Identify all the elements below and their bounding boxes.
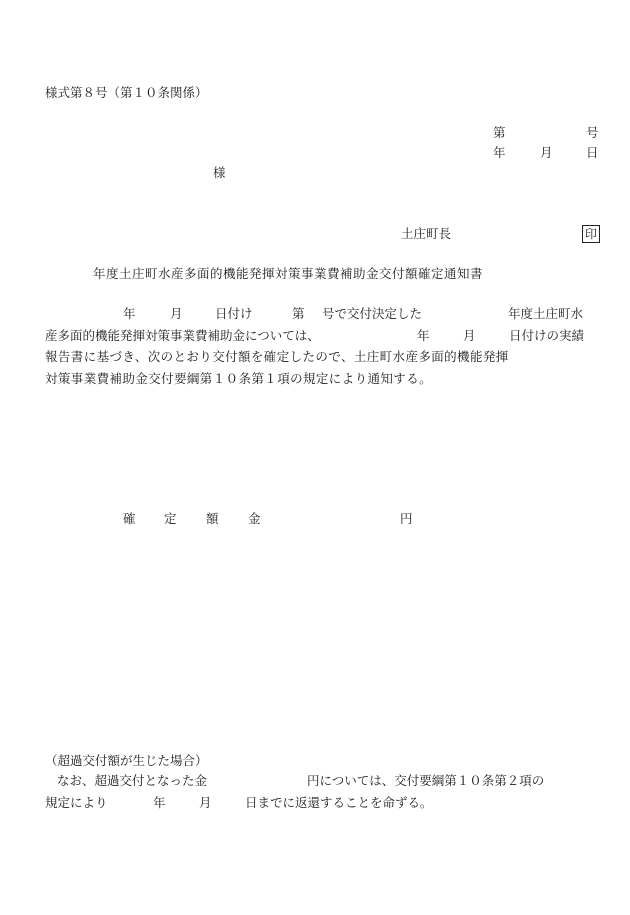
excess-l2-month: 月 [199, 795, 212, 810]
body-l2-year: 年 [417, 328, 430, 343]
body-l1-dai: 第 [292, 306, 305, 321]
seal-mark: 印 [582, 225, 600, 243]
excess-heading: （超過交付額が生じた場合） [45, 753, 208, 768]
body-line-4: 対策事業費補助金交付要綱第１０条第１項の規定により通知する。 [45, 371, 433, 386]
date-year: 年 [493, 145, 506, 160]
sender-title: 土庄町長 [401, 226, 452, 241]
amount-char-1: 確 [123, 511, 136, 526]
amount-yen: 円 [400, 511, 413, 526]
body-l1-go: 号で交付決定した [322, 306, 423, 321]
doc-number-dai: 第 [493, 125, 506, 140]
excess-l1-head: なお、超過交付となった金 [57, 773, 208, 788]
body-l1-tail: 年度土庄町水 [508, 306, 584, 321]
body-l2-tail: 日付けの実績 [509, 328, 585, 343]
excess-l2-tail: 日までに返還することを命ずる。 [245, 795, 433, 810]
doc-number-go: 号 [586, 125, 599, 140]
amount-char-4: 金 [248, 511, 261, 526]
date-month: 月 [540, 145, 553, 160]
body-l2-month: 月 [463, 328, 476, 343]
document-title: 年度土庄町水産多面的機能発揮対策事業費補助金交付額確定通知書 [93, 266, 484, 281]
body-l1-dated: 日付け [215, 306, 253, 321]
addressee-sama: 様 [213, 165, 226, 180]
form-number: 様式第８号（第１０条関係） [45, 85, 208, 100]
date-day: 日 [586, 145, 599, 160]
body-line-3: 報告書に基づき、次のとおり交付額を確定したので、土庄町水産多面的機能発揮 [45, 349, 509, 364]
amount-char-2: 定 [164, 511, 177, 526]
amount-char-3: 額 [206, 511, 219, 526]
body-l2-head: 産多面的機能発揮対策事業費補助金については、 [45, 328, 320, 343]
excess-l2-head: 規定により [45, 795, 108, 810]
excess-l1-tail: 円については、交付要綱第１０条第２項の [307, 773, 545, 788]
body-l1-month: 月 [170, 306, 183, 321]
excess-l2-year: 年 [153, 795, 166, 810]
body-l1-year: 年 [123, 306, 136, 321]
